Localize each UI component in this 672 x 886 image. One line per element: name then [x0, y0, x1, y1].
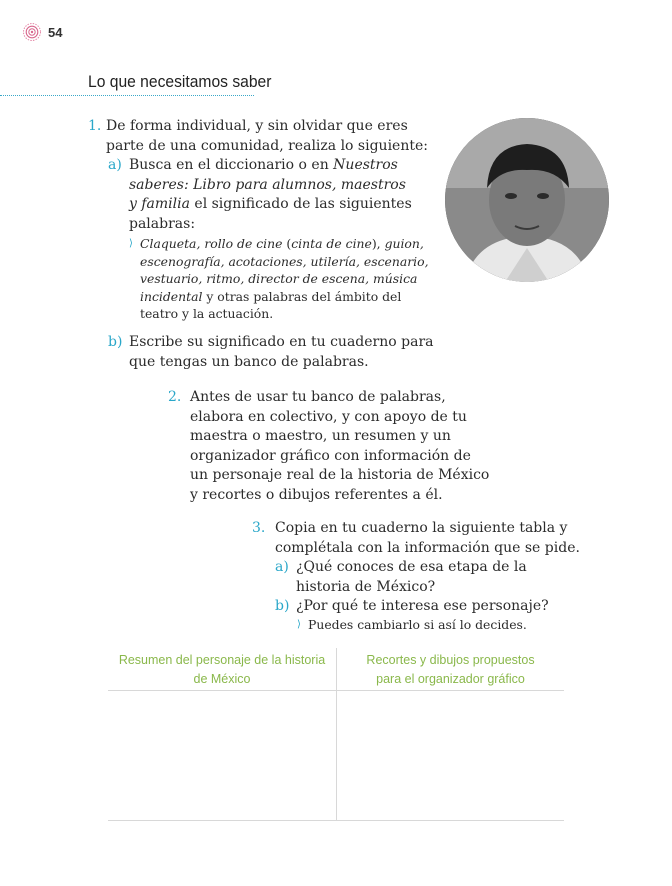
item-letter: b): [108, 334, 123, 350]
text-line: organizador gráfico con información de: [190, 447, 471, 464]
text-line: parte de una comunidad, realiza lo siguiente:: [106, 137, 428, 154]
title-underline: [0, 95, 254, 96]
student-portrait-image: [445, 118, 609, 282]
text-line: el significado de las siguientes: [189, 196, 412, 212]
item-letter: b): [275, 598, 290, 614]
term-italic: escenografía, acotaciones, utilería, escenario,: [140, 253, 429, 269]
item-letter: a): [275, 559, 289, 575]
text-line: De forma individual, y sin olvidar que eres: [106, 118, 408, 134]
text-line: maestra o maestro, un resumen y un: [190, 428, 451, 444]
table-column-divider: [336, 648, 337, 820]
term-italic: incidental: [140, 288, 203, 304]
text-line: un personaje real de la historia de México: [190, 467, 490, 483]
table-header-summary: [108, 651, 336, 689]
text-line: palabras:: [129, 215, 196, 232]
text-line: Copia en tu cuaderno la siguiente tabla y: [275, 520, 568, 536]
term-italic: guion,: [384, 236, 424, 251]
bullet-icon: ⟩: [297, 619, 301, 630]
text-line: complétala con la información que se pide.: [275, 539, 580, 556]
book-title-italic: saberes: Libro para alumnos, maestros: [129, 176, 406, 193]
table-header-line: Recortes y dibujos propuestos: [366, 653, 535, 667]
text-line: teatro y la actuación.: [140, 306, 274, 321]
table-header-line: Resumen del personaje de la historia: [118, 653, 326, 667]
book-title-italic: y familia: [129, 196, 190, 212]
item-number: 2.: [168, 389, 182, 405]
text-line: Puedes cambiarlo si así lo decides.: [308, 617, 527, 632]
bullet-icon: ⟩: [129, 238, 133, 249]
text-line: y recortes o dibujos referentes a él.: [190, 486, 443, 503]
page-number: 54: [48, 24, 63, 40]
page-header: [22, 22, 62, 42]
item-number: 3.: [252, 520, 266, 536]
table-header-rule: [108, 690, 564, 691]
table-header-line: de México: [193, 672, 251, 686]
table-bottom-rule: [108, 820, 564, 821]
table-header-line: para el organizador gráfico: [376, 672, 525, 686]
text-line: elabora en colectivo, y con apoyo de tu: [190, 408, 467, 425]
text-line: Antes de usar tu banco de palabras,: [190, 389, 446, 405]
item-number: 1.: [88, 118, 102, 134]
term-italic: cinta de cine: [291, 236, 372, 251]
table-header-clippings: [337, 651, 564, 689]
text-fragment: (: [282, 236, 292, 251]
item-letter: a): [108, 157, 122, 173]
student-photo: [445, 118, 609, 282]
decorative-rosette-icon: [22, 22, 42, 42]
text-line: Busca en el diccionario o en: [129, 157, 334, 173]
text-line: que tengas un banco de palabras.: [129, 353, 369, 370]
text-line: historia de México?: [296, 578, 436, 595]
term-italic: Claqueta, rollo de cine: [140, 236, 283, 251]
text-fragment: ),: [371, 236, 385, 251]
text-line: ¿Por qué te interesa ese personaje?: [296, 598, 549, 614]
text-line: Escribe su significado en tu cuaderno para: [129, 334, 434, 350]
book-title-italic: Nuestros: [333, 157, 398, 173]
term-italic: vestuario, ritmo, director de escena, música: [140, 271, 418, 286]
text-fragment: y otras palabras del ámbito del: [202, 288, 402, 304]
text-line: ¿Qué conoces de esa etapa de la: [296, 559, 527, 575]
section-title: Lo que necesitamos saber: [88, 72, 272, 91]
